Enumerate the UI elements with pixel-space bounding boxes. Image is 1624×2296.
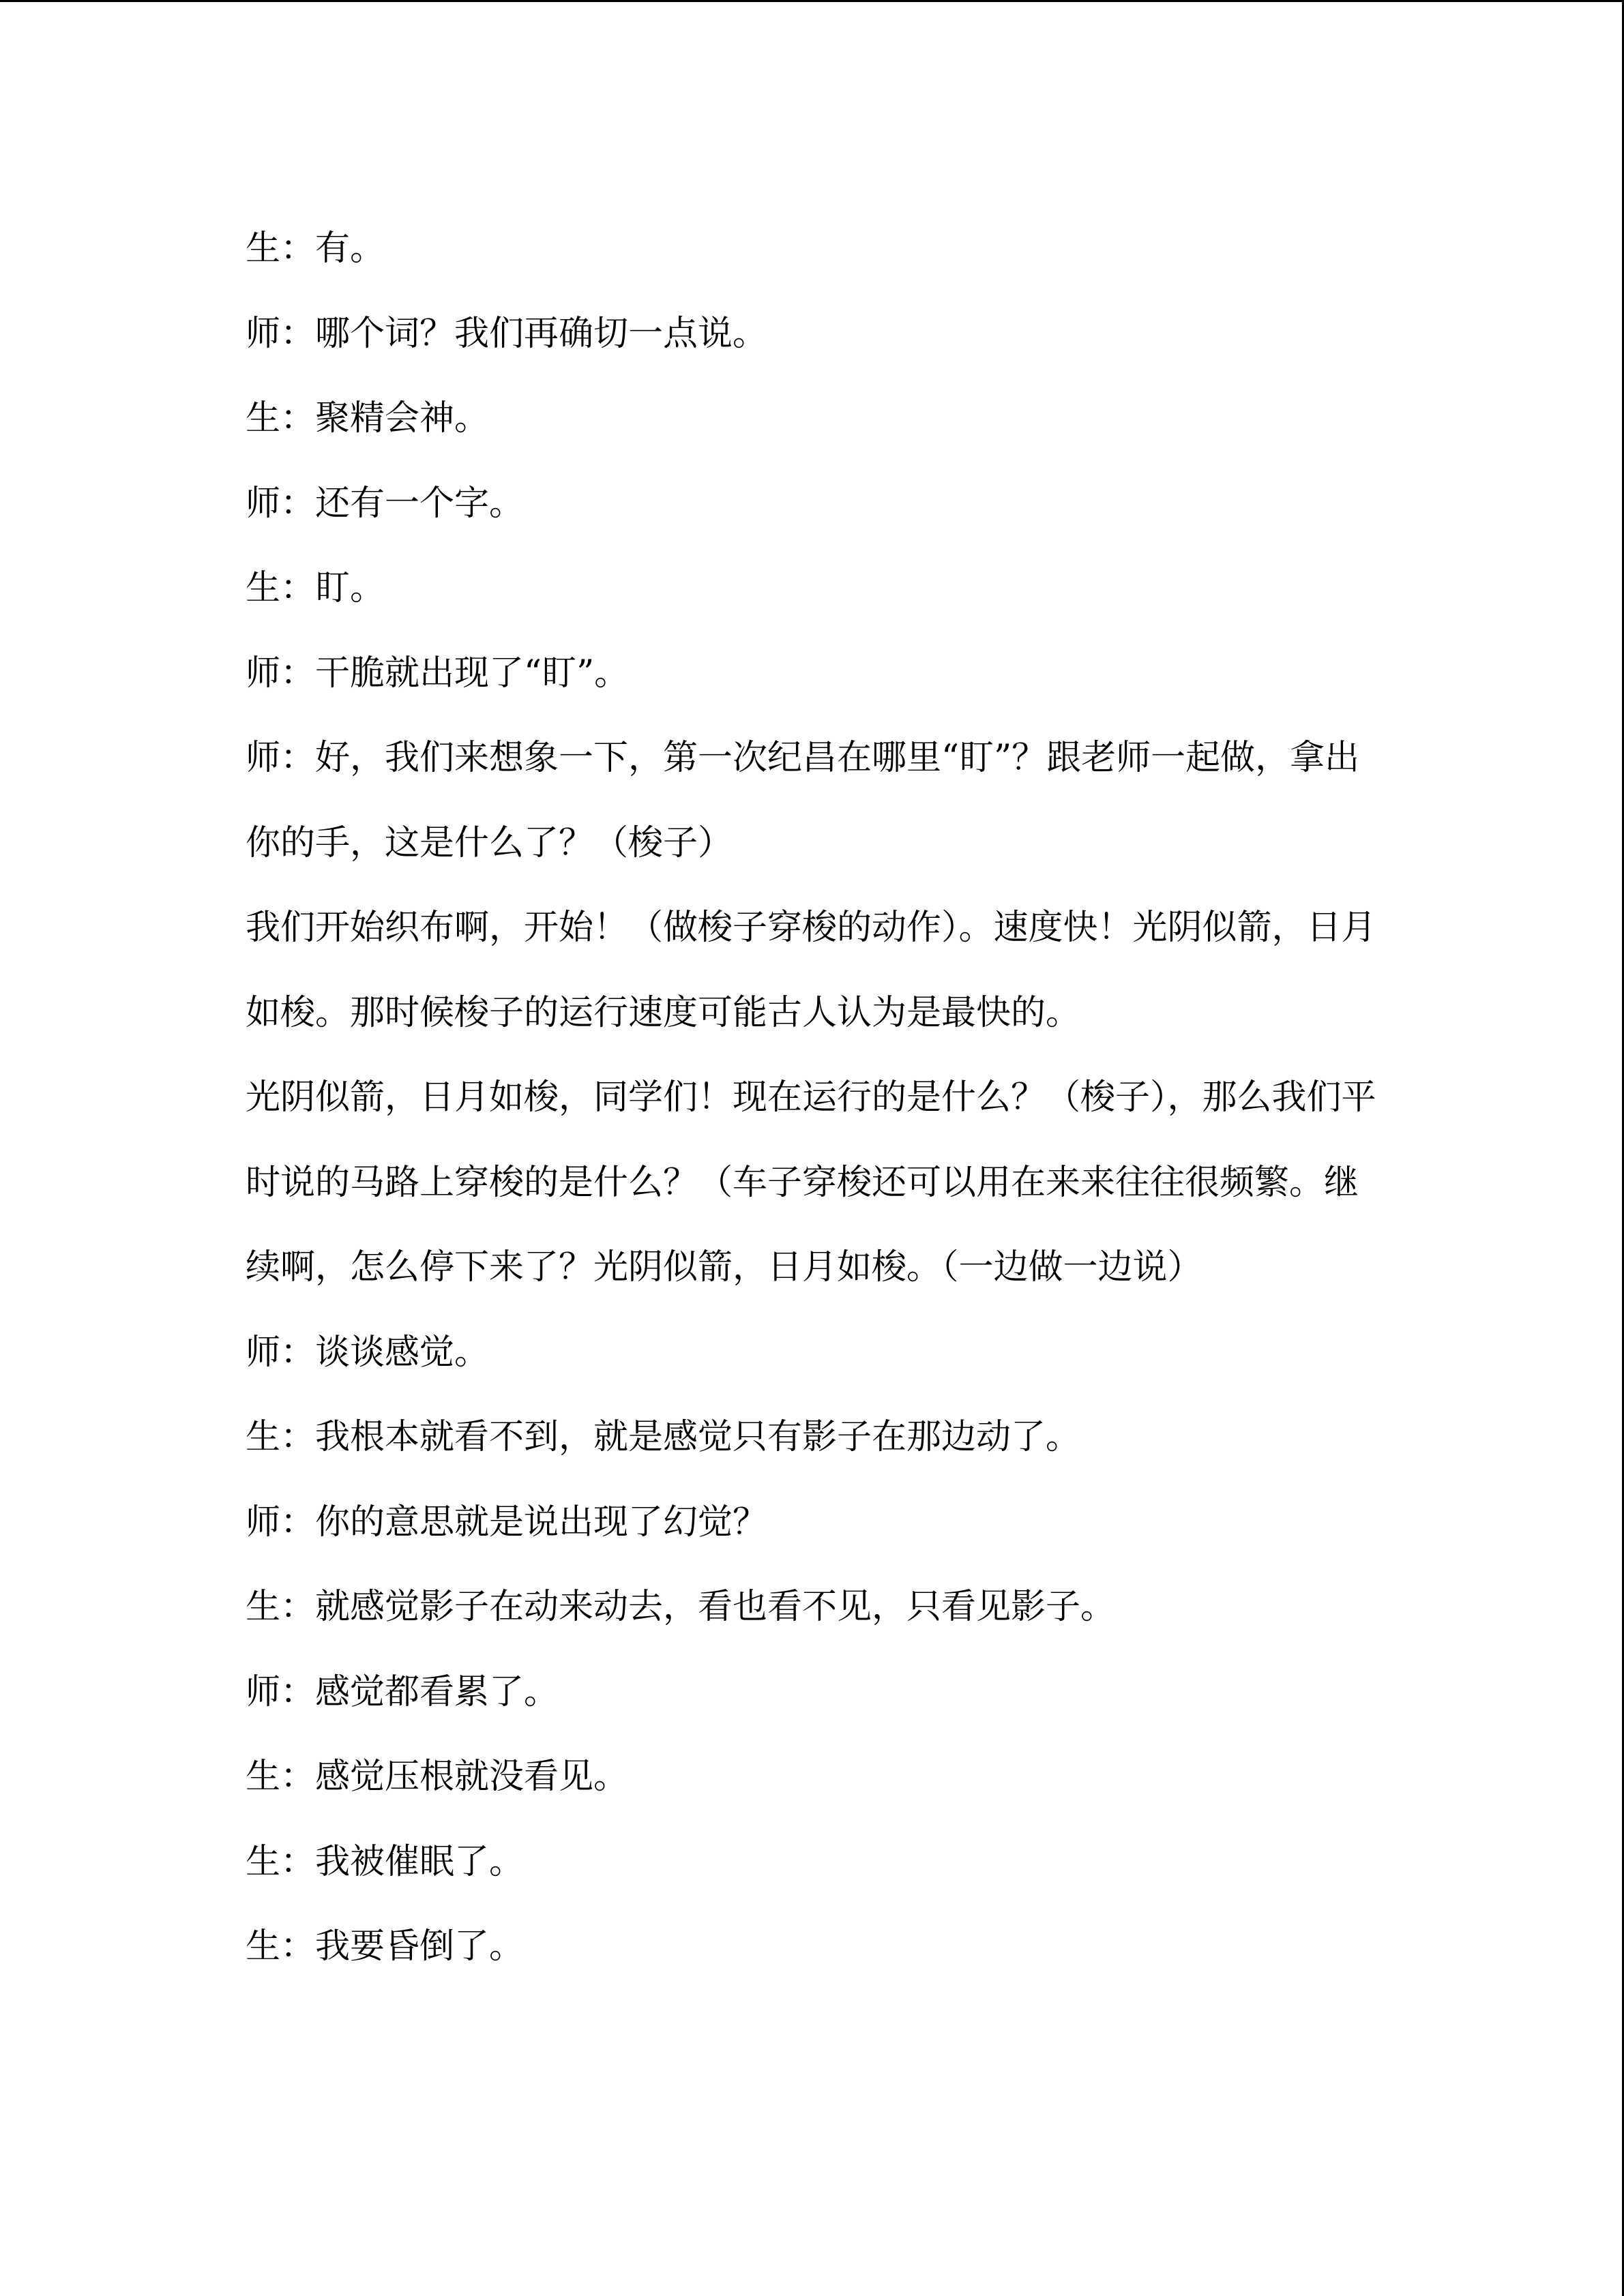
transcript-line: 师：谈谈感觉。	[246, 1332, 490, 1373]
transcript-line: 生：我根本就看不到，就是感觉只有影子在那边动了。	[246, 1417, 1081, 1457]
transcript-line: 师：感觉都看累了。	[246, 1671, 559, 1712]
transcript-line: 生：有。	[246, 228, 385, 269]
transcript-line: 光阴似箭，日月如梭，同学们！现在运行的是什么？（梭子），那么我们平时说的马路上穿梭的是什么？（车子穿梭还可以用在来来往往很频繁。继续啊，怎么停下来了？光阴似箭，日月如梭。（一边做一边说）	[246, 1077, 1376, 1287]
transcript-line: 生：盯。	[246, 568, 385, 608]
transcript-line: 生：聚精会神。	[246, 398, 490, 438]
transcript-line: 师：好，我们来想象一下，第一次纪昌在哪里“盯”？跟老师一起做，拿出你的手，这是什么了？（梭子）	[246, 738, 1360, 863]
transcript-line: 生：就感觉影子在动来动去，看也看不见，只看见影子。	[246, 1587, 1116, 1627]
transcript-line: 师：还有一个字。	[246, 483, 525, 524]
transcript-line: 生：感觉压根就没看见。	[246, 1757, 629, 1797]
transcript-line: 生：我要昏倒了。	[246, 1926, 525, 1967]
transcript-line: 我们开始织布啊，开始！（做梭子穿梭的动作）。速度快！光阴似箭，日月如梭。那时候梭子的运行速度可能古人认为是最快的。	[246, 908, 1376, 1033]
transcript-line: 生：我被催眠了。	[246, 1841, 525, 1882]
transcript-body	[246, 207, 1378, 1990]
transcript-line: 师：你的意思就是说出现了幻觉？	[246, 1502, 768, 1542]
transcript-line: 师：哪个词？我们再确切一点说。	[246, 313, 768, 354]
transcript-line: 师：干脆就出现了“盯”。	[246, 653, 630, 694]
